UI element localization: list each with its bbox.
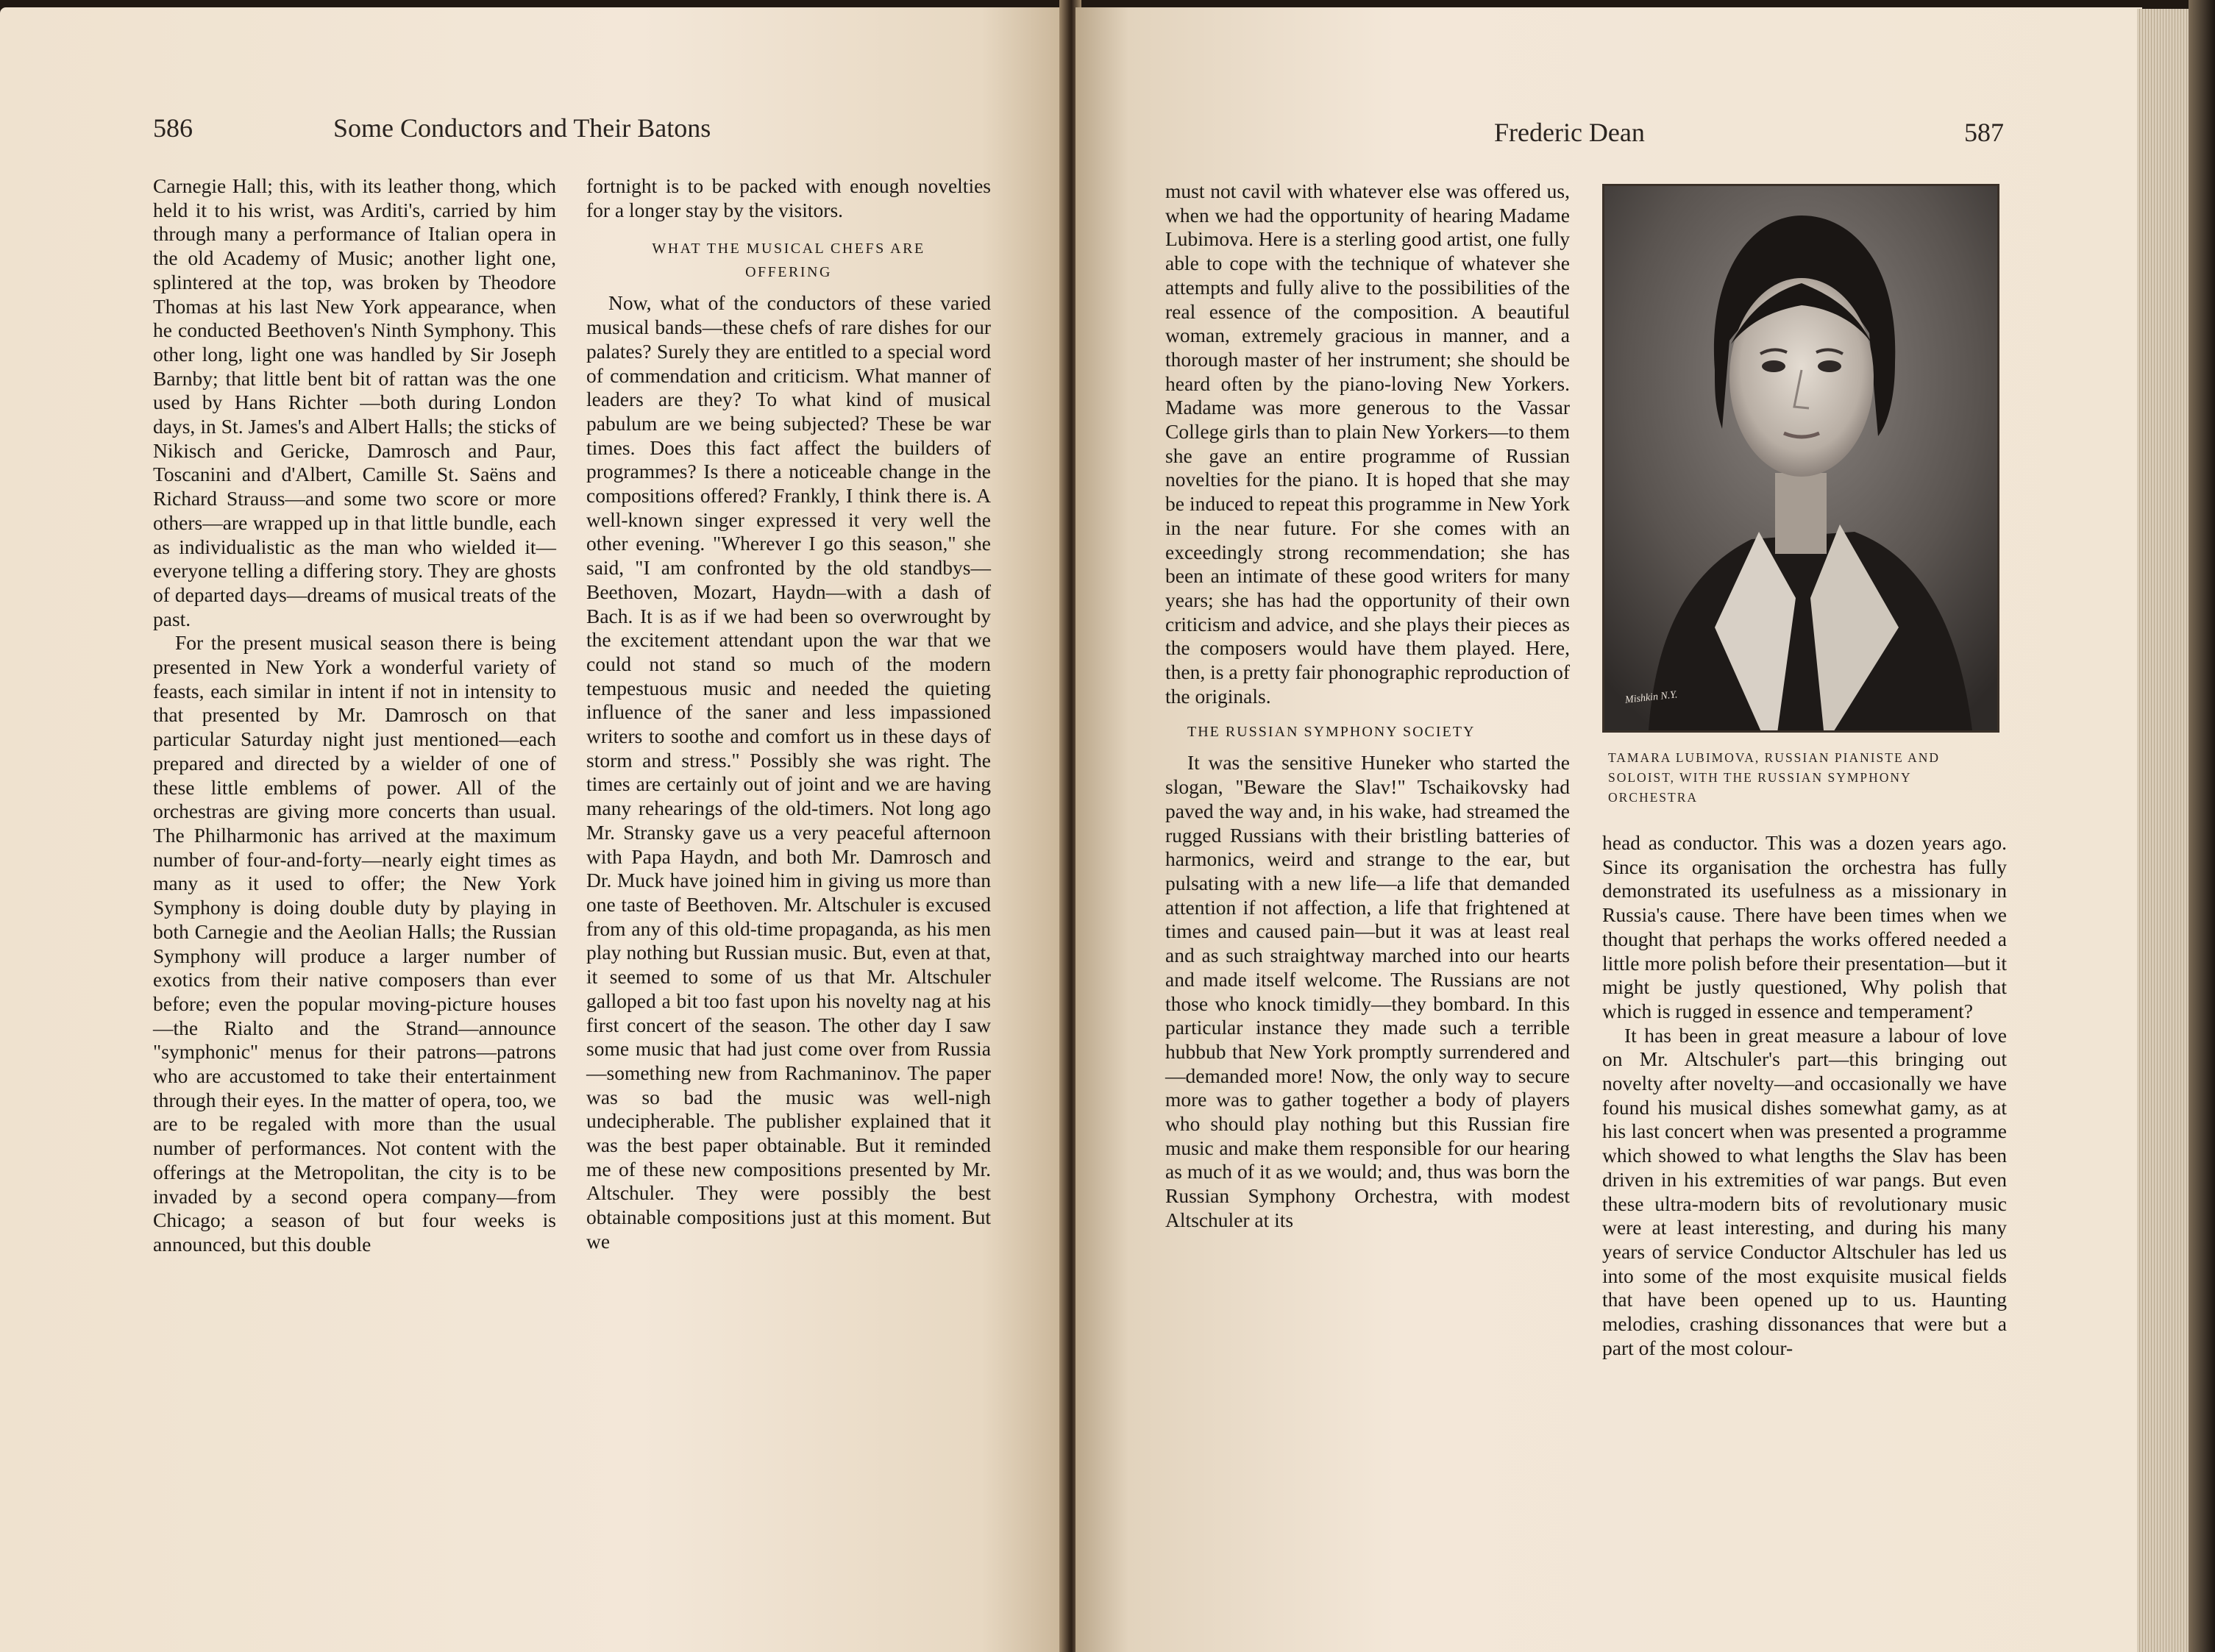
- paragraph: Now, what of the conductors of these varied musical bands—these chefs of rare dishes for our palates? Surely they are entitled to a special word of commendation and criticism. What manner of leaders are they? To what kind of musical pabulum are we being subjected? These be war times. Does this fact affect the builders of programmes? Is there a noticeable change in the compositions offered? Frankly, I think there is. A well-known singer expressed it very well the other evening. "Wherever I go this season," she said, "I am confronted by the old standbys—Beethoven, Mozart, Haydn—with a dash of Bach. It is as if we had been so overwrought by the excitement attendant upon the war that we could not stand so much of the modern tempestuous music and needed the quieting influence of the saner and less impassioned writers to soothe and comfort us in these days of storm and stress." Possibly she was right. The times are certainly out of joint and we are having many rehearings of the old-timers. Not long ago Mr. Stransky gave us a very peaceful afternoon with Papa Haydn, and both Mr. Damrosch and Dr. Muck have joined him in giving us more than one taste of Beethoven. Mr. Altschuler is excused from any of this old-time propaganda, as his men play nothing but Russian music. But, even at that, it seemed to some of us that Mr. Altschuler galloped a bit too fast upon his novelty nag at his first concert of the season. The other day I saw some music that had just come over from Russia—something new from Rachmaninov. The paper was so bad the music was well-nigh undecipherable. The publisher explained that it was the best paper obtainable. But it reminded me of these new compositions presented by Mr. Altschuler. They were possibly the best obtainable compositions just at this moment. But we: [586, 291, 991, 1253]
- paragraph: head as conductor. This was a dozen years ago. Since its organisation the orchestra has fully demonstrated its usefulness as a missionary in Russia's cause. There have been times when we thought that perhaps the works offered needed a little more polish before their presentation—but it might be justly questioned, Why polish that which is rugged in essence and temperament?: [1602, 831, 2007, 1022]
- paragraph: It was the sensitive Huneker who started the slogan, "Beware the Slav!" Tschaikovsky had paved the way and, in his wake, had streamed the rugged Russians with their bristling batteries of harmonics, weird and strange to the ear, but pulsating with a new life—a life that demanded attention if not affection, a life that frightened at times and caused pain—but it was at least real and as such straightway marched into our hearts and made itself welcome. The Russians are not those who knock timidly—they bombard. In this particular instance they made such a terrible hubbub that New York promptly surrendered and—demanded more! Now, the only way to secure more was to gather together a body of players who should play nothing but this Russian fire music and make them responsible for our hearing as much of it as we would; and, thus was born the Russian Symphony Orchestra, with modest Altschuler at its: [1165, 751, 1570, 1231]
- paragraph: For the present musical season there is being presented in New York a wonderful variety of feasts, each similar in intent if not in intensity to that presented by Mr. Damrosch on that particular Saturday night just mentioned—each prepared and directed by a wielder of one of these little emblems of power. All of the orchestras are giving more concerts than usual. The Philharmonic has arrived at the maximum number of four-and-forty—nearly eight times as many as it used to offer; the New York Symphony is doing double duty by playing in both Carnegie and the Aeolian Halls; the Russian Symphony will produce a larger number of exotics from their native composers than ever before; even the popular moving-picture houses —the Rialto and the Strand—announce "symphonic" menus for their patrons—patrons who are accustomed to take their entertainment through their eyes. In the matter of opera, too, we are to be regaled with more than the usual number of performances. Not content with the offerings at the Metropolitan, the city is to be invaded by a second opera company—from Chicago; a season of but four weeks is announced, but this double: [153, 631, 556, 1256]
- left-page-number: 586: [153, 113, 193, 143]
- section-heading: WHAT THE MUSICAL CHEFS ARE OFFERING: [652, 241, 925, 281]
- left-column-1: [153, 174, 556, 1257]
- photo-caption: TAMARA LUBIMOVA, RUSSIAN PIANISTE AND SOLOIST, WITH THE RUSSIAN SYMPHONY ORCHESTRA: [1608, 750, 1940, 805]
- right-column-1: [1165, 179, 1570, 1233]
- paragraph: must not cavil with whatever else was offered us, when we had the opportunity of hearing Madame Lubimova. Here is a sterling good artist, one fully able to cope with the technique of whatever she attempts and fully alive to the possibilities of the real essence of the composition. A beautiful woman, extremely gracious in manner, and a thorough master of her instrument; she should be heard often by the piano-loving New Yorkers. Madame was more generous to the Vassar College girls than to plain New Yorkers—to them she gave an entire programme of Russian novelties for the piano. It is hoped that she may be induced to repeat this programme in New York in the near future. For she comes with an exceedingly strong recommendation; she has been an intimate of these good writers for many years; she has had the opportunity of their own criticism and advice, and she plays their pieces as the composers would have them played. Here, then, is a pretty fair phonographic reproduction of the originals.: [1165, 179, 1570, 708]
- paragraph: It has been in great measure a labour of love on Mr. Altschuler's part—this bringing out novelty after novelty—and occasionally we have found his musical dishes somewhat gamy, as at his last concert when was presented a programme which showed to what lengths the Slav has been driven in his extremities of war pangs. But even these ultra-modern bits of revolutionary music were at least interesting, and during his many years of service Conductor Altschuler has led us into some of the most exquisite musical fields that have been opened up to us. Haunting melodies, crashing dissonances that were but a part of the most colour-: [1602, 1023, 2007, 1359]
- paragraph: Carnegie Hall; this, with its leather thong, which held it to his wrist, was Arditi's, carried by him through many a performance of Italian opera in the old Academy of Music; another light one, splintered at the top, was broken by Theodore Thomas at his last New York appearance, when he conducted Beethoven's Ninth Symphony. This other long, light one was handled by Sir Joseph Barnby; that little bent bit of rattan was the one used by Hans Richter —both during London days, in St. James's and Albert Halls; the sticks of Nikisch and Gericke, Damrosch and Paur, Toscanini and d'Albert, Camille St. Saëns and Richard Strauss—and some two score or more others—are wrapped up in that little bundle, each as individualistic as the man who wielded it—everyone telling a differing story. They are ghosts of departed days—dreams of musical treats of the past.: [153, 174, 556, 630]
- right-column-2: [1602, 831, 2007, 1360]
- paragraph: fortnight is to be packed with enough novelties for a longer stay by the visitors.: [586, 174, 991, 221]
- photographer-signature: Mishkin N.Y.: [1624, 689, 1678, 706]
- right-page-number: 587: [1964, 118, 2004, 147]
- book-edge-shadow: [2189, 0, 2215, 1652]
- portrait-image: [1604, 186, 1997, 730]
- left-column-2: [586, 174, 991, 1254]
- right-running-title: Frederic Dean: [1494, 118, 1645, 147]
- portrait-photo: [1602, 184, 1999, 733]
- left-running-title: Some Conductors and Their Batons: [333, 113, 711, 143]
- section-heading: THE RUSSIAN SYMPHONY SOCIETY: [1187, 724, 1476, 741]
